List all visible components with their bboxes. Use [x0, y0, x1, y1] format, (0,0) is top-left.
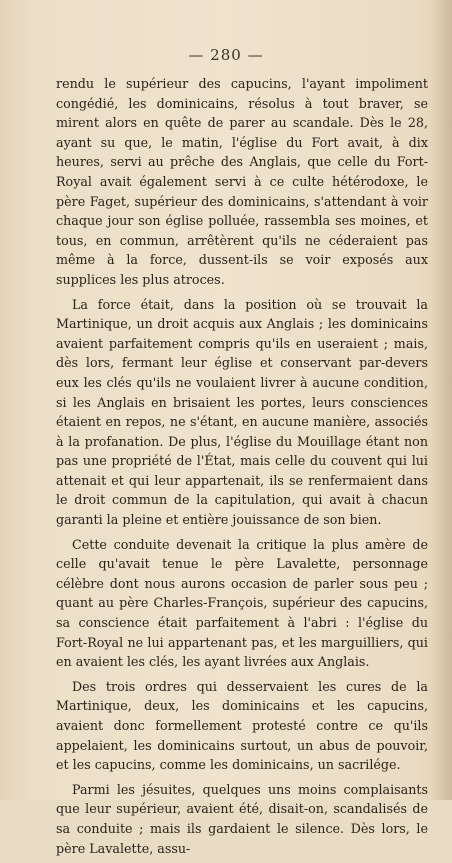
paragraph-4: Des trois ordres qui desservaient les cures de la Martinique, deux, les dominicains et les capucins, avaient donc formellement protesté contre ce qu'ils appelaient, les dominicains surtout, un abus de pouvoir, et les capucins, comme les dominicains, un sacrilége.: [56, 678, 428, 773]
paragraph-2: La force était, dans la position où se trouvait la Martinique, un droit acquis aux Anglais ; les dominicains avaient parfaitement compris qu'ils en useraient ; mais, dès lors, fermant leur église et conservant par-devers eux les clés qu'ils ne voulaient livrer à aucune condition, si les Anglais en brisaient les portes, leurs consciences étaient en repos, ne s'étant, en aucune manière, associés à la profanation. De plus, l'église du Mouillage étant non pas une propriété de l'État, mais celle du couvent qui lui attenait et qui leur appartenait, ils se renfermaient dans le droit commun de la capitulation, qui avait à chacun garanti la pleine et entière jouissance de son bien.: [56, 296, 428, 528]
paragraph-1: rendu le supérieur des capucins, l'ayant impoliment congédié, les dominicains, résolus à tout braver, se mirent alors en quête de parer au scandale. Dès le 28, ayant su que, le matin, l'église du Fort avait, à dix heures, servi au prêche des Anglais, que celle du Fort-Royal avait également servi à ce culte hétérodoxe, le père Faget, supérieur des dominicains, s'attendant à voir chaque jour son église polluée, rassembla ses moines, et tous, en commun, arrêtèrent qu'ils ne céderaient pas même à la force, dussent-ils se voir exposés aux supplices les plus atroces.: [56, 76, 428, 287]
paragraph-3: Cette conduite devenait la critique la plus amère de celle qu'avait tenue le père Lavalette, personnage célèbre dont nous aurons occasion de parler sous peu ; quant au père Charles-François, supérieur des capucins, sa conscience était parfaitement à l'abri : l'église du Fort-Royal ne lui appartenant pas, et les marguilliers, qui en avaient les clés, les ayant livrées aux Anglais.: [56, 536, 428, 670]
spine-shadow: [432, 0, 452, 800]
page-number: — 280 —: [188, 46, 264, 64]
body-text: [56, 74, 428, 863]
paragraph-5: Parmi les jésuites, quelques uns moins complaisants que leur supérieur, avaient été, disait-on, scandalisés de sa conduite ; mais ils gardaient le silence. Dès lors, le père Lavalette, assu-: [56, 781, 428, 856]
